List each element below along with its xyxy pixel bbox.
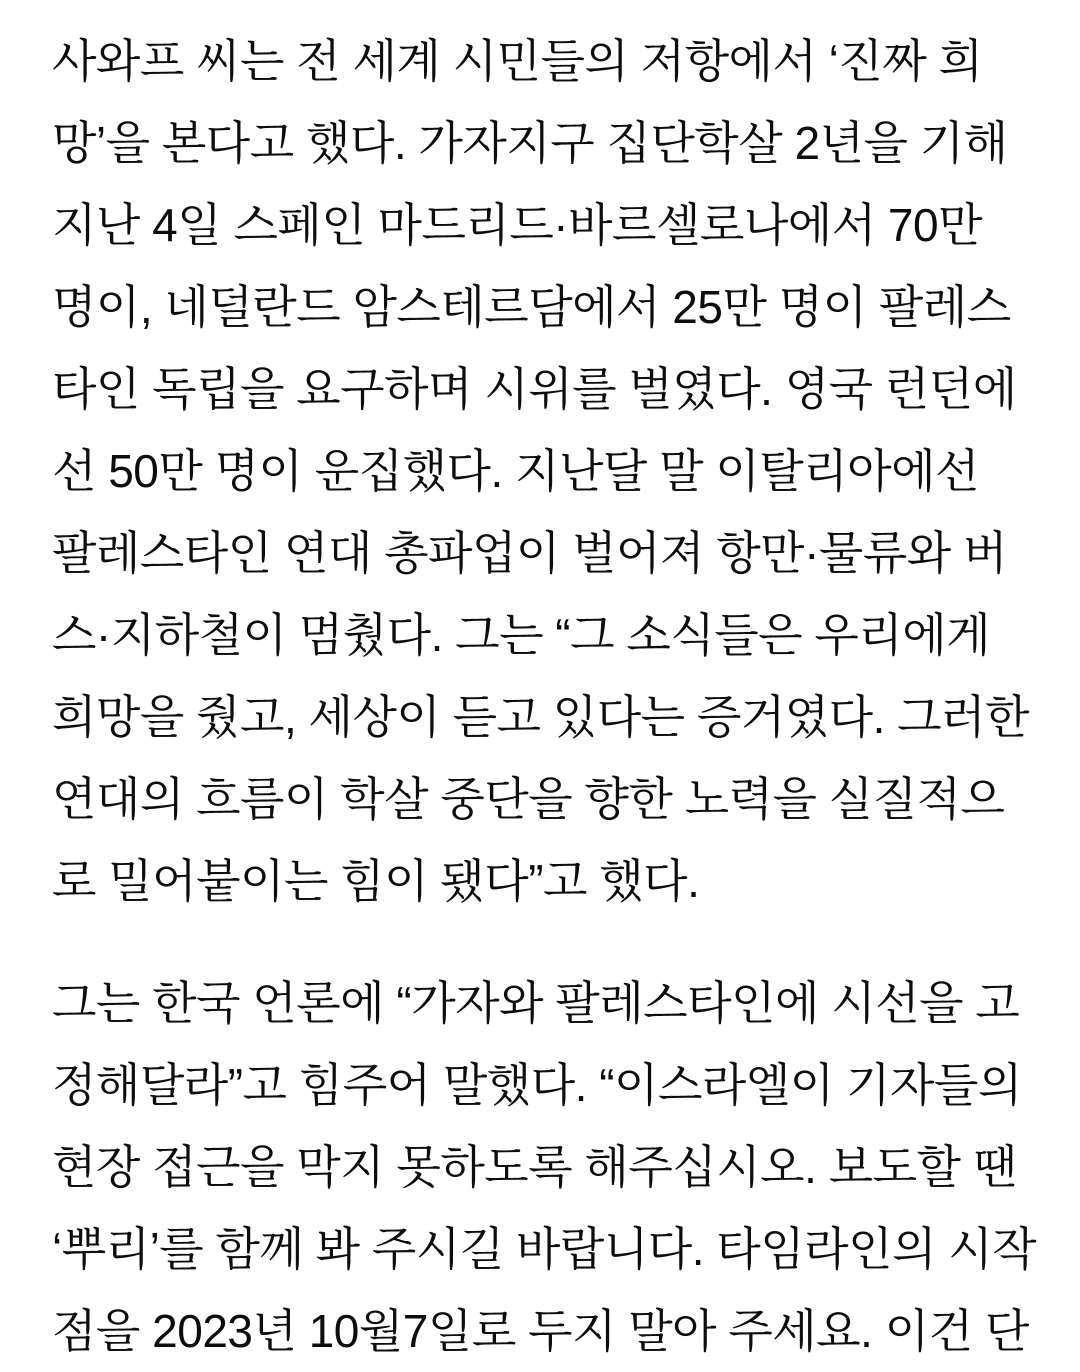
text-line: 명이, 네덜란드 암스테르담에서 25만 명이 팔레스 (52, 281, 1011, 333)
text-line: 스·지하철이 멈췄다. 그는 “그 소식들은 우리에게 (52, 609, 991, 661)
text-line: 선 50만 명이 운집했다. 지난달 말 이탈리아에선 (52, 445, 979, 497)
text-line: 점을 2023년 10월7일로 두지 말아 주세요. 이건 단 (52, 1305, 1029, 1357)
text-line: 현장 접근을 막지 못하도록 해주십시오. 보도할 땐 (52, 1141, 1017, 1193)
text-line: 망’을 본다고 했다. 가자지구 집단학살 2년을 기해 (52, 117, 1008, 169)
text-line: 그는 한국 언론에 “가자와 팔레스타인에 시선을 고 (52, 977, 1020, 1029)
text-line: 사와프 씨는 전 세계 시민들의 저항에서 ‘진짜 희 (52, 35, 983, 87)
text-line: 로 밀어붙이는 힘이 됐다”고 했다. (52, 855, 700, 907)
paragraph-2 (52, 962, 1037, 1372)
text-line: 타인 독립을 요구하며 시위를 벌였다. 영국 런던에 (52, 363, 1017, 415)
paragraph-1 (52, 20, 1034, 922)
text-line: 희망을 줬고, 세상이 듣고 있다는 증거였다. 그러한 (52, 691, 1029, 743)
text-line: 정해달라”고 힘주어 말했다. “이스라엘이 기자들의 (52, 1059, 1022, 1111)
text-line: 연대의 흐름이 학살 중단을 향한 노력을 실질적으 (52, 773, 1005, 825)
text-line: 지난 4일 스페인 마드리드·바르셀로나에서 70만 (52, 199, 983, 251)
text-line: 팔레스타인 연대 총파업이 벌어져 항만·물류와 버 (52, 527, 1007, 579)
text-line: ‘뿌리’를 함께 봐 주시길 바랍니다. 타임라인의 시작 (52, 1223, 1037, 1275)
